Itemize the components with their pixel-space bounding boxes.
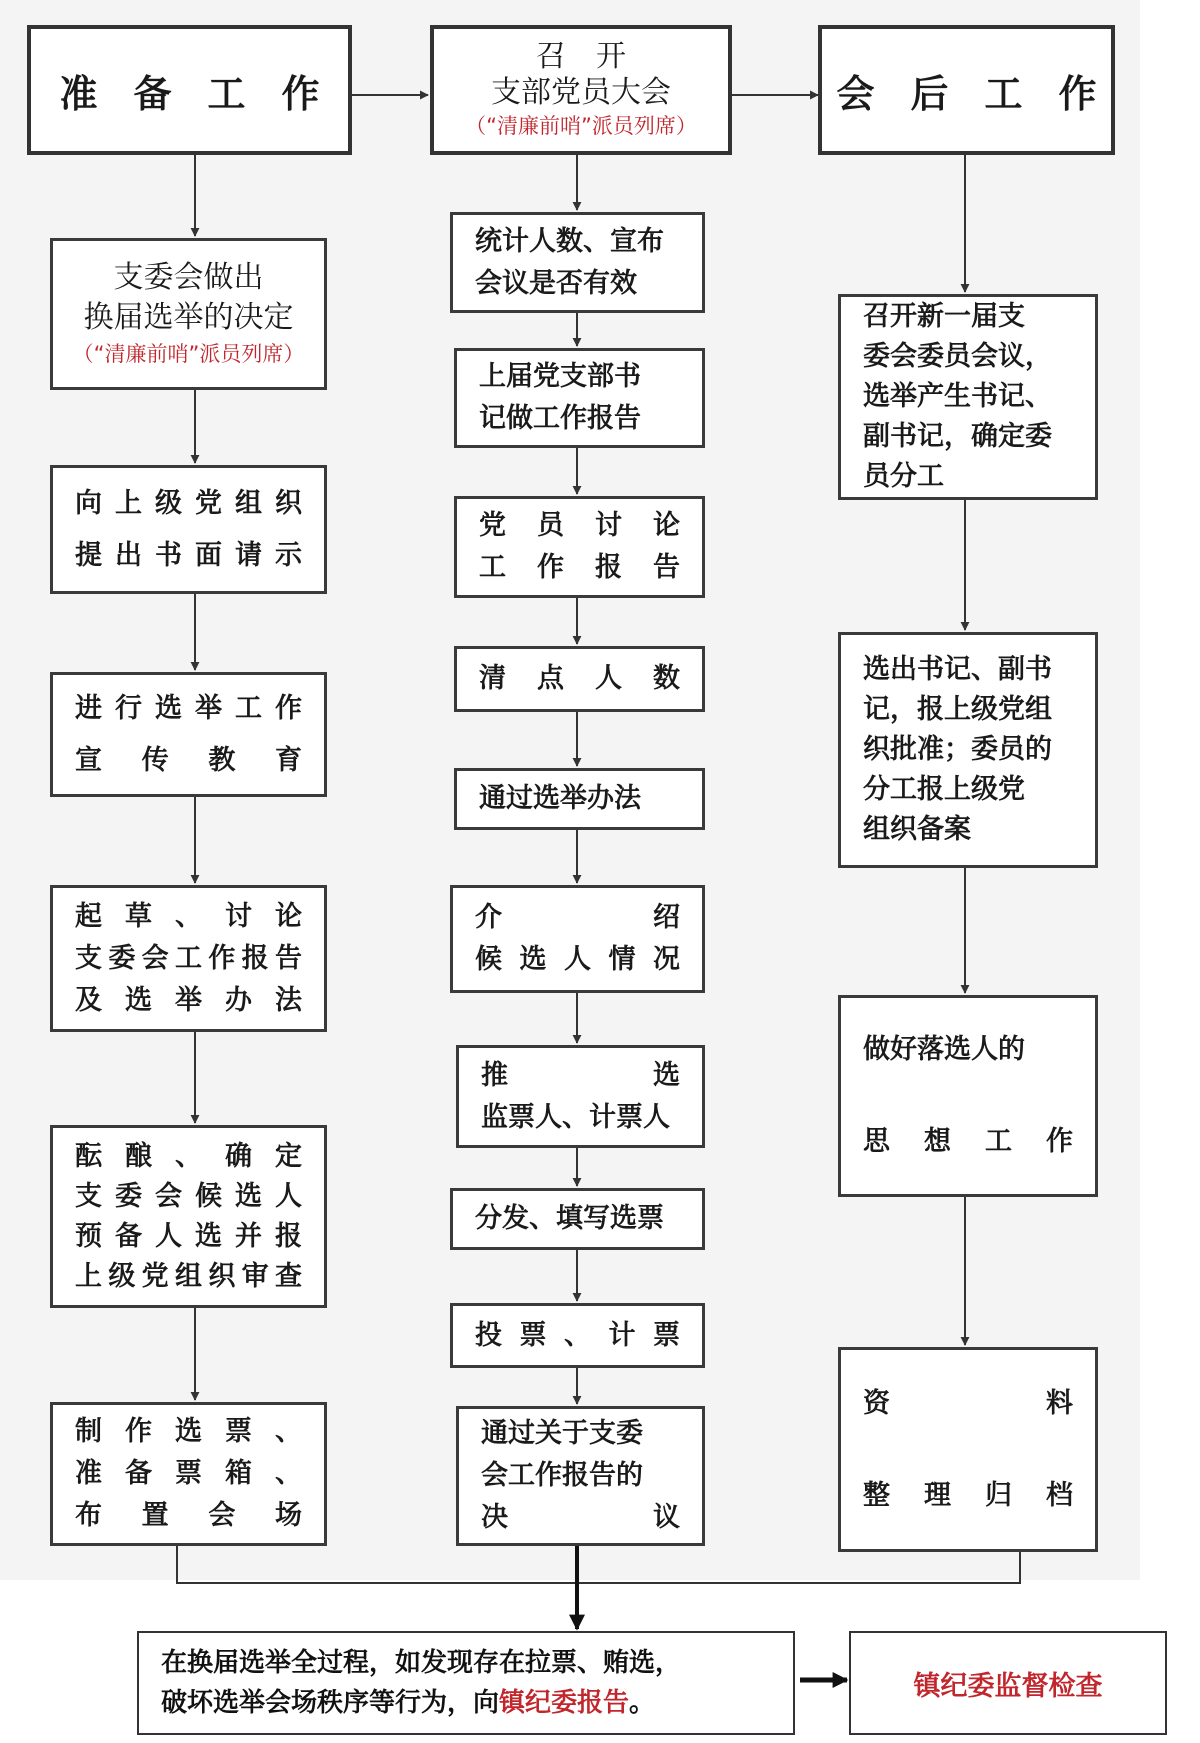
left-step-5-line3: 预 备 人 选 并 报 — [75, 1220, 302, 1252]
left-step-1 — [50, 238, 327, 390]
left-step-3-line2: 宣 传 教 育 — [75, 744, 302, 776]
left-step-4-line3: 及 选 举 办 法 — [75, 984, 302, 1016]
header-meeting-line1: 召开 — [536, 39, 656, 74]
mid-step-1-line1: 统计人数、宣布 — [475, 225, 664, 257]
right-step-2-line3: 织批准；委员的 — [863, 734, 1052, 765]
mid-step-7-line1: 推 选 — [481, 1059, 680, 1091]
mid-step-7-line2: 监票人、计票人 — [481, 1101, 670, 1133]
bottom-notice-line1: 在换届选举全过程，如发现存在拉票、贿选， — [161, 1648, 682, 1678]
left-step-4 — [50, 885, 327, 1032]
mid-step-10-line1: 通过关于支委 — [481, 1418, 643, 1449]
bottom-notice-line2-end: 。 — [629, 1688, 656, 1718]
left-step-3-line1: 进 行 选 举 工 作 — [75, 692, 302, 724]
right-step-1-line3: 选举产生书记、 — [863, 381, 1052, 412]
mid-step-6-line1: 介 绍 — [475, 902, 680, 933]
mid-step-9 — [450, 1303, 705, 1368]
mid-step-7 — [456, 1045, 705, 1148]
mid-step-4-line1: 清 点 人 数 — [479, 663, 680, 694]
mid-step-9-line1: 投 票 、 计 票 — [475, 1319, 680, 1351]
mid-step-6 — [450, 885, 705, 993]
left-step-6-line2: 准 备 票 箱 、 — [75, 1458, 302, 1489]
mid-step-3-line2: 工 作 报 告 — [479, 552, 680, 583]
left-step-3 — [50, 672, 327, 797]
left-step-1-line2: 换届选举的决定 — [83, 300, 294, 335]
left-step-2-line1: 向 上 级 党 组 织 — [75, 487, 302, 519]
left-step-2 — [50, 465, 327, 594]
left-step-4-line1: 起 草 、 讨 论 — [75, 900, 302, 932]
header-preparation — [27, 25, 356, 155]
mid-step-3 — [454, 496, 705, 598]
header-meeting-note: （“清廉前哨”派员列席） — [465, 114, 697, 138]
header-meeting — [430, 25, 732, 155]
right-step-2 — [838, 632, 1098, 868]
right-step-3 — [838, 995, 1098, 1197]
right-step-2-line5: 组织备案 — [863, 814, 971, 845]
right-step-2-line4: 分工报上级党 — [863, 774, 1025, 805]
left-step-5-line4: 上 级 党 组 织 审 查 — [75, 1260, 302, 1292]
mid-step-8 — [450, 1188, 705, 1250]
mid-step-5-line1: 通过选举办法 — [479, 783, 641, 814]
right-step-1-line1: 召开新一届支 — [863, 301, 1025, 332]
right-step-1-line5: 员分工 — [863, 461, 944, 492]
header-preparation-label: 准备工作 — [59, 71, 356, 116]
left-step-4-line2: 支 委 会 工 作 报 告 — [75, 942, 302, 974]
header-after-meeting-label: 会后工作 — [836, 71, 1133, 116]
mid-step-5 — [454, 768, 705, 830]
bottom-notice-highlight: 镇纪委报告 — [499, 1688, 630, 1718]
left-step-5-line1: 酝 酿 、 确 定 — [75, 1140, 302, 1172]
right-step-3-line2: 思 想 工 作 — [863, 1126, 1073, 1157]
left-step-6-line3: 布 置 会 场 — [75, 1500, 302, 1531]
supervision-box — [849, 1631, 1167, 1735]
left-step-5 — [50, 1125, 327, 1308]
left-step-5-line2: 支 委 会 候 选 人 — [75, 1180, 302, 1212]
mid-step-8-line1: 分发、填写选票 — [475, 1203, 664, 1234]
mid-step-2-line1: 上届党支部书 — [479, 361, 641, 392]
right-step-3-line1: 做好落选人的 — [863, 1034, 1025, 1065]
mid-step-3-line1: 党 员 讨 论 — [479, 510, 680, 541]
mid-step-4 — [454, 646, 705, 712]
left-step-2-line2: 提 出 书 面 请 示 — [75, 539, 302, 571]
bottom-notice-line2-text: 破坏选举会场秩序等行为，向 — [161, 1688, 500, 1718]
bottom-notice-box — [137, 1631, 795, 1735]
bottom-notice-line2 — [161, 1683, 793, 1723]
right-step-4-line2: 整 理 归 档 — [863, 1479, 1073, 1511]
right-step-1-line4: 副书记，确定委 — [863, 421, 1052, 452]
right-step-1-line2: 委会委员会议， — [863, 341, 1052, 372]
left-step-1-line1: 支委会做出 — [113, 260, 264, 295]
mid-step-10-line3: 决 议 — [481, 1502, 680, 1533]
left-step-6-line1: 制 作 选 票 、 — [75, 1416, 302, 1447]
header-after-meeting — [818, 25, 1133, 155]
right-step-2-line1: 选出书记、副书 — [863, 654, 1052, 685]
right-step-4-line1: 资 料 — [863, 1387, 1073, 1419]
right-step-2-line2: 记，报上级党组 — [863, 694, 1052, 725]
mid-step-2 — [454, 348, 705, 448]
left-step-1-note: （“清廉前哨”派员列席） — [72, 342, 305, 366]
mid-step-10 — [456, 1406, 705, 1546]
mid-step-1 — [450, 212, 705, 313]
header-meeting-line2: 支部党员大会 — [491, 75, 671, 110]
supervision-label: 镇纪委监督检查 — [913, 1670, 1103, 1702]
mid-step-6-line2: 候 选 人 情 况 — [475, 944, 680, 975]
mid-step-1-line2: 会议是否有效 — [475, 267, 637, 299]
right-step-4 — [838, 1347, 1098, 1552]
mid-step-2-line2: 记做工作报告 — [479, 403, 641, 434]
mid-step-10-line2: 会工作报告的 — [481, 1460, 643, 1491]
right-step-1 — [838, 294, 1098, 500]
left-step-6 — [50, 1402, 327, 1546]
